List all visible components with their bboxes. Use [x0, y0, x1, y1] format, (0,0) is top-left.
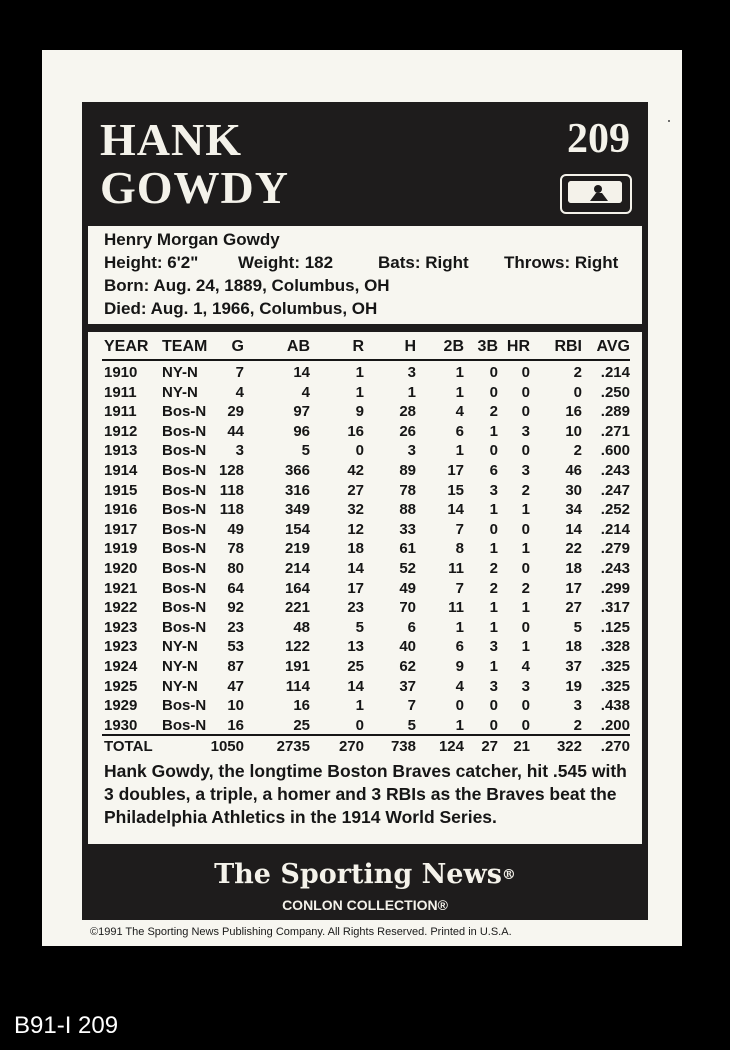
cell-hr: 1: [521, 638, 530, 656]
stats-row: [102, 482, 630, 502]
cell-ab: 14: [293, 364, 310, 381]
cell-year: 1924: [104, 658, 138, 675]
cell-hr: 3: [521, 422, 530, 440]
cell-year: 1914: [104, 462, 138, 479]
cell-rbi: 34: [565, 501, 582, 519]
cell-avg: .299: [600, 579, 630, 597]
cell-year: 1912: [104, 422, 138, 440]
cell-avg: .200: [600, 716, 630, 734]
stats-header: [102, 338, 630, 358]
cell-triples: 0: [489, 364, 498, 381]
cell-doubles: 1: [455, 618, 464, 636]
cell-g: 80: [227, 560, 244, 577]
cell-doubles: 11: [448, 599, 464, 617]
cell-ab: 154: [284, 520, 310, 538]
stats-row: [102, 599, 630, 619]
cell-g: 78: [227, 540, 244, 558]
stats-row: [102, 560, 630, 580]
bio-box: [88, 226, 642, 324]
died: Died: Aug. 1, 1966, Columbus, OH: [104, 299, 378, 318]
cell-r: 14: [347, 560, 364, 577]
cell-g: 47: [227, 677, 244, 695]
cell-year: 1915: [104, 481, 138, 499]
card-back-panel: [82, 102, 648, 920]
cell-hr: 0: [521, 383, 530, 401]
cell-rbi: 14: [565, 520, 582, 538]
cell-hr: 2: [521, 579, 530, 597]
cell-g: 118: [219, 501, 244, 519]
stats-row: [102, 521, 630, 541]
cell-team: Bos-N: [162, 716, 207, 734]
baseball-card: [42, 50, 682, 946]
cell-rbi: 3: [573, 697, 582, 715]
cell-r: 12: [347, 520, 364, 538]
cell-triples: 0: [489, 383, 498, 401]
cell-h: 70: [399, 599, 416, 617]
cell-ab: 221: [284, 599, 310, 617]
cell-year: TOTAL: [104, 738, 153, 755]
stats-row: [102, 364, 630, 384]
cell-team: Bos-N: [162, 618, 207, 636]
cell-avg: .600: [600, 442, 630, 460]
cell-r: 16: [347, 422, 364, 440]
stats-row: [102, 540, 630, 560]
cell-h: 88: [399, 501, 416, 519]
cell-avg: .325: [600, 677, 630, 695]
cell-team: Bos-N: [162, 403, 207, 421]
cell-team: Bos-N: [162, 442, 207, 460]
cell-year: 1930: [104, 716, 138, 734]
cell-g: 1050: [210, 738, 244, 755]
cell-g: 23: [227, 618, 244, 636]
cell-team: Bos-N: [162, 599, 207, 617]
cell-ab: 122: [284, 638, 310, 656]
stats-row: [102, 658, 630, 678]
cell-ab: 48: [293, 618, 310, 636]
cell-rbi: 2: [573, 364, 582, 381]
sporting-news-logo: [82, 860, 648, 890]
cell-triples: 27: [481, 738, 498, 755]
cell-rbi: 16: [565, 403, 582, 421]
cell-h: 62: [399, 658, 416, 675]
cell-hr: 3: [521, 677, 530, 695]
cell-rbi: 322: [556, 738, 582, 755]
stats-row: [102, 697, 630, 717]
cell-rbi: 18: [565, 560, 582, 577]
cell-doubles: 124: [438, 738, 464, 755]
cell-ab: 214: [284, 560, 310, 577]
cell-doubles: 6: [455, 638, 464, 656]
full-name: Henry Morgan Gowdy: [104, 230, 280, 249]
stats-row: [102, 717, 630, 737]
cell-triples: 2: [489, 403, 498, 421]
cell-avg: .271: [600, 422, 630, 440]
cell-h: 61: [399, 540, 416, 558]
cell-triples: 1: [489, 422, 498, 440]
cell-hr: 0: [521, 716, 530, 734]
cell-h: 7: [407, 697, 416, 715]
cell-avg: .289: [600, 403, 630, 421]
cell-team: Bos-N: [162, 462, 207, 479]
cell-r: R: [352, 338, 364, 355]
cell-h: 3: [407, 364, 416, 381]
cell-triples: 1: [489, 599, 498, 617]
registered-mark: ®: [501, 867, 516, 883]
cell-doubles: 1: [455, 364, 464, 381]
cell-r: 42: [347, 462, 364, 479]
cell-hr: 1: [521, 540, 530, 558]
cell-doubles: 7: [455, 520, 464, 538]
cell-ab: 366: [284, 462, 310, 479]
cell-rbi: 37: [565, 658, 582, 675]
stats-row: [102, 384, 630, 404]
cell-r: 5: [355, 618, 364, 636]
cell-h: 78: [399, 481, 416, 499]
cell-rbi: 17: [565, 579, 582, 597]
cell-triples: 1: [489, 618, 498, 636]
cell-triples: 1: [489, 501, 498, 519]
cell-ab: 96: [293, 422, 310, 440]
cell-year: YEAR: [104, 338, 149, 355]
cell-h: 1: [407, 383, 416, 401]
stats-table: [88, 332, 642, 844]
cell-team: NY-N: [162, 658, 198, 675]
cell-avg: .247: [600, 481, 630, 499]
cell-year: 1913: [104, 442, 138, 460]
cell-doubles: 2B: [443, 338, 464, 355]
cell-ab: 164: [284, 579, 310, 597]
cell-year: 1910: [104, 364, 138, 381]
cell-r: 1: [355, 697, 364, 715]
cell-triples: 2: [489, 579, 498, 597]
cell-doubles: 7: [455, 579, 464, 597]
cell-year: 1916: [104, 501, 138, 519]
cell-year: 1921: [104, 579, 138, 597]
player-name: [100, 116, 289, 212]
cell-rbi: 5: [573, 618, 582, 636]
cell-triples: 3: [489, 481, 498, 499]
cell-r: 13: [347, 638, 364, 656]
cell-hr: 3: [521, 462, 530, 479]
cell-r: 1: [355, 383, 364, 401]
cell-rbi: 0: [573, 383, 582, 401]
cell-g: 7: [235, 364, 244, 381]
cell-avg: .214: [600, 520, 630, 538]
cell-hr: 0: [521, 520, 530, 538]
cell-h: 49: [399, 579, 416, 597]
cell-r: 270: [338, 738, 364, 755]
cell-avg: .243: [600, 560, 630, 577]
player-first-name: HANK: [100, 114, 242, 165]
cell-year: 1919: [104, 540, 138, 558]
born: Born: Aug. 24, 1889, Columbus, OH: [104, 276, 390, 295]
cell-avg: .252: [600, 501, 630, 519]
cell-ab: 316: [284, 481, 310, 499]
cell-ab: 25: [293, 716, 310, 734]
cell-team: Bos-N: [162, 560, 207, 577]
cell-triples: 2: [489, 560, 498, 577]
cell-team: Bos-N: [162, 520, 207, 538]
cell-team: NY-N: [162, 638, 198, 656]
cell-ab: 191: [284, 658, 310, 675]
cell-r: 18: [347, 540, 364, 558]
mlb-silhouette-icon: [568, 181, 622, 203]
cell-g: 4: [235, 383, 244, 401]
cell-avg: .279: [600, 540, 630, 558]
copyright-line: ©1991 The Sporting News Publishing Company. All Rights Reserved. Printed in U.S.A.: [90, 926, 512, 938]
cell-rbi: RBI: [554, 338, 582, 355]
cell-year: 1920: [104, 560, 138, 577]
cell-triples: 0: [489, 697, 498, 715]
cell-r: 9: [355, 403, 364, 421]
scan-label: B91-I 209: [14, 1012, 119, 1039]
bats: Bats: Right: [378, 253, 469, 272]
cell-r: 17: [347, 579, 364, 597]
cell-team: Bos-N: [162, 481, 207, 499]
cell-avg: .325: [600, 658, 630, 675]
cell-doubles: 14: [447, 501, 464, 519]
throws: Throws: Right: [504, 253, 619, 272]
collection-name: CONLON COLLECTION®: [282, 897, 448, 913]
cell-h: 89: [399, 462, 416, 479]
cell-avg: .243: [600, 462, 630, 479]
cell-rbi: 2: [573, 442, 582, 460]
cell-doubles: 4: [455, 403, 464, 421]
cell-rbi: 27: [565, 599, 582, 617]
cell-g: 87: [227, 658, 244, 675]
cell-hr: 0: [521, 403, 530, 421]
cell-year: 1917: [104, 520, 138, 538]
cell-r: 32: [347, 501, 364, 519]
cell-hr: 0: [521, 618, 530, 636]
cell-team: Bos-N: [162, 501, 207, 519]
cell-team: Bos-N: [162, 422, 207, 440]
cell-r: 23: [347, 599, 364, 617]
cell-g: 64: [227, 579, 244, 597]
cell-team: NY-N: [162, 364, 198, 381]
cell-h: 738: [390, 738, 416, 755]
cell-g: 53: [227, 638, 244, 656]
height: Height: 6'2": [104, 253, 199, 272]
cell-r: 25: [347, 658, 364, 675]
cell-hr: 0: [521, 560, 530, 577]
cell-rbi: 18: [565, 638, 582, 656]
cell-h: 37: [399, 677, 416, 695]
cell-triples: 3: [489, 638, 498, 656]
stats-row: [102, 442, 630, 462]
cell-triples: 1: [489, 658, 498, 675]
cell-ab: 219: [284, 540, 310, 558]
cell-triples: 6: [489, 462, 498, 479]
stats-row: [102, 638, 630, 658]
stats-total-row: [102, 738, 630, 758]
cell-doubles: 1: [455, 716, 464, 734]
cell-r: 0: [355, 716, 364, 734]
cell-h: 28: [399, 403, 416, 421]
stats-row: [102, 403, 630, 423]
cell-h: H: [404, 338, 416, 355]
cell-rbi: 2: [573, 716, 582, 734]
player-last-name: GOWDY: [100, 162, 289, 213]
cell-year: 1911: [104, 383, 137, 401]
cell-avg: .214: [600, 364, 630, 381]
weight: Weight: 182: [238, 253, 334, 272]
cell-year: 1923: [104, 618, 138, 636]
cell-h: 6: [407, 618, 416, 636]
cell-ab: 349: [284, 501, 310, 519]
cell-hr: 2: [521, 481, 530, 499]
cell-team: NY-N: [162, 383, 198, 401]
cell-year: 1923: [104, 638, 138, 656]
cell-h: 26: [399, 422, 416, 440]
cell-triples: 1: [489, 540, 498, 558]
cell-ab: 4: [301, 383, 310, 401]
cell-team: TEAM: [162, 338, 208, 355]
cell-avg: AVG: [596, 338, 630, 355]
cell-g: 128: [218, 462, 244, 479]
cell-r: 1: [355, 364, 364, 381]
cell-g: 10: [227, 697, 244, 715]
cell-team: Bos-N: [162, 579, 207, 597]
mlb-logo-icon: [560, 174, 632, 214]
cell-doubles: 1: [455, 442, 464, 460]
cell-avg: .270: [600, 738, 630, 755]
cell-doubles: 1: [455, 383, 464, 401]
cell-g: 118: [219, 481, 244, 499]
cell-doubles: 0: [455, 697, 464, 715]
cell-h: 40: [399, 638, 416, 656]
stats-row: [102, 678, 630, 698]
cell-doubles: 6: [455, 422, 464, 440]
cell-hr: 1: [521, 501, 530, 519]
cell-rbi: 30: [565, 481, 582, 499]
cell-rbi: 10: [565, 422, 582, 440]
cell-hr: 21: [513, 738, 530, 755]
cell-ab: 114: [285, 677, 310, 695]
card-number: 209: [567, 116, 630, 162]
cell-g: 16: [227, 716, 244, 734]
cell-team: Bos-N: [162, 540, 207, 558]
cell-ab: 97: [293, 403, 310, 421]
cell-doubles: 9: [455, 658, 464, 675]
cell-triples: 0: [489, 442, 498, 460]
cell-doubles: 11: [448, 560, 464, 577]
stats-row: [102, 501, 630, 521]
cell-hr: 0: [521, 442, 530, 460]
stats-row: [102, 619, 630, 639]
cell-hr: 0: [521, 697, 530, 715]
cell-h: 33: [399, 520, 416, 538]
cell-triples: 0: [489, 520, 498, 538]
cell-ab: 5: [301, 442, 310, 460]
cell-year: 1925: [104, 677, 138, 695]
cell-hr: 1: [521, 599, 530, 617]
cell-doubles: 4: [455, 677, 464, 695]
cell-h: 5: [407, 716, 416, 734]
cell-hr: 4: [521, 658, 530, 675]
cell-ab: 16: [293, 697, 310, 715]
cell-r: 27: [347, 481, 364, 499]
cell-ab: 2735: [276, 738, 310, 755]
cell-year: 1929: [104, 697, 138, 715]
cell-avg: .438: [600, 697, 630, 715]
career-blurb: Hank Gowdy, the longtime Boston Braves catcher, hit .545 with 3 doubles, a triple, a homer and 3 RBIs as the Braves beat the Philadelphia Athletics in the 1914 World Series.: [104, 761, 627, 827]
cell-g: 29: [227, 403, 244, 421]
cell-r: 14: [347, 677, 364, 695]
cell-h: 3: [407, 442, 416, 460]
cell-triples: 3B: [477, 338, 498, 355]
cell-rbi: 19: [565, 677, 582, 695]
cell-team: Bos-N: [162, 697, 207, 715]
cell-doubles: 8: [455, 540, 464, 558]
cell-r: 0: [355, 442, 364, 460]
cell-ab: AB: [286, 338, 310, 355]
stats-row: [102, 423, 630, 443]
cell-year: 1922: [104, 599, 138, 617]
cell-g: G: [231, 338, 244, 355]
cell-g: 44: [227, 422, 244, 440]
cell-avg: .125: [600, 618, 630, 636]
cell-avg: .328: [600, 638, 630, 656]
speck: [668, 120, 670, 122]
stats-row: [102, 580, 630, 600]
cell-doubles: 17: [447, 462, 464, 479]
cell-g: 49: [227, 520, 244, 538]
cell-avg: .250: [600, 383, 630, 401]
stats-row: [102, 462, 630, 482]
cell-hr: 0: [521, 364, 530, 381]
cell-triples: 0: [489, 716, 498, 734]
cell-rbi: 46: [565, 462, 582, 479]
cell-doubles: 15: [447, 481, 464, 499]
cell-team: NY-N: [162, 677, 198, 695]
header-divider: [102, 359, 630, 361]
cell-avg: .317: [600, 599, 630, 617]
cell-hr: HR: [506, 338, 530, 355]
cell-triples: 3: [489, 677, 498, 695]
cell-g: 3: [235, 442, 244, 460]
cell-rbi: 22: [565, 540, 582, 558]
publisher-name: The Sporting News: [214, 859, 502, 890]
cell-h: 52: [399, 560, 416, 577]
cell-g: 92: [227, 599, 244, 617]
cell-year: 1911: [104, 403, 137, 421]
